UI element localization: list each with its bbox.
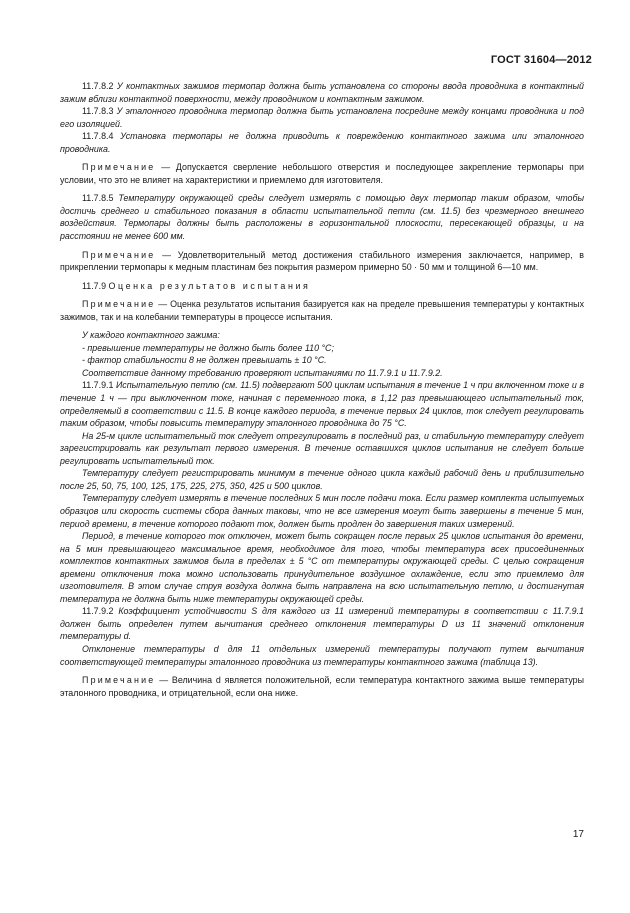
clause-paragraph [60, 643, 584, 668]
clause-text: Установка термопары не должна приводить к повреждению контактного зажима или эталонного проводника. [60, 131, 584, 154]
clause-paragraph [60, 367, 584, 380]
clause-paragraph [60, 605, 584, 643]
note-paragraph [60, 674, 584, 699]
section-number: 11.7.9 [82, 280, 107, 291]
clause-text: - фактор стабильности 8 не должен превышать ± 10 °С. [82, 355, 327, 366]
clause-text: Температуру следует регистрировать минимум в течение одного цикла каждый рабочий день и приблизительно после 25, 50, 75, 100, 125, 175, 225, 275, 350, 425 и 500 циклов. [60, 468, 584, 491]
clause-number: 11.7.8.5 [82, 193, 114, 204]
clause-text: Температуру окружающей среды следует измерять с помощью двух термопар таким образом, чтобы достичь среднего и стабильного показания в области испытательной петли (см. 11.5) без чрезмерного внешнего воздействия. Термопары должны быть расположены в горизонтальной плоскости, пересекающей образцы, и на расстоянии не менее 600 мм. [60, 193, 584, 242]
note-label: Примечание [82, 675, 156, 686]
clause-number: 11.7.9.1 [82, 380, 114, 391]
clause-paragraph [60, 379, 584, 429]
standard-designation: ГОСТ 31604—2012 [490, 54, 592, 66]
clause-paragraph [60, 530, 584, 605]
clause-paragraph [60, 105, 584, 130]
clause-text: У каждого контактного зажима: [82, 330, 220, 341]
clause-paragraph [60, 192, 584, 242]
clause-paragraph [60, 329, 584, 342]
document-body [60, 80, 584, 699]
note-label: Примечание [82, 299, 156, 310]
clause-paragraph [60, 130, 584, 155]
section-heading [60, 280, 584, 293]
note-text: — Удовлетворительный метод достижения стабильного измерения заключается, например, в прикреплении термопары к медным пластинам без покрытия размером примерно 50 · 50 мм и толщиной 6—10 мм. [60, 249, 585, 273]
clause-text: У контактных зажимов термопар должна быть установлена со стороны ввода проводника в контактный зажим вблизи контактной поверхности, между проводником и контактным зажимом. [60, 81, 584, 104]
clause-text: Период, в течение которого ток отключен, может быть сокращен после первых 25 циклов испытания до времени, на 5 мин превышающего максимальное время, необходимое для того, чтобы температура всех присоединенных комплектов контактных зажимов была в пределах ± 5 °С от температуры окружающей среды. С целью сокращения времени отключения тока можно использовать принудительное воздушное охлаждение, если это приемлемо для изготовителя. В этом случае струя воздуха должна быть направлена на всю испытательную петлю, и достигнутая температура не должна быть ниже температуры окружающей среды. [60, 531, 584, 604]
page-number: 17 [572, 829, 584, 840]
note-label: Примечание [82, 162, 156, 173]
clause-text: У эталонного проводника термопар должна быть установлена посредине между концами проводника и под его изоляцией. [60, 106, 584, 129]
note-paragraph [60, 249, 584, 274]
clause-text: Отклонение температуры d для 11 отдельных измерений температуры получают путем вычитания соответствующей температуры эталонного проводника из температуры контактного зажима (таблица 13). [60, 643, 584, 667]
clause-paragraph [60, 492, 584, 530]
clause-number: 11.7.8.2 [82, 81, 114, 91]
clause-paragraph [60, 430, 584, 468]
note-paragraph [60, 161, 584, 186]
clause-paragraph [60, 467, 584, 492]
clause-text: - превышение температуры не должно быть более 110 °С; [82, 342, 334, 353]
clause-text: Соответствие данному требованию проверяют испытаниями по 11.7.9.1 и 11.7.9.2. [82, 367, 443, 378]
note-text: — Допускается сверление небольшого отверстия и последующее закрепление термопары при условии, что это не влияет на характеристики и приемлемо для изготовителя. [60, 162, 584, 185]
clause-paragraph [60, 354, 584, 367]
clause-paragraph [60, 342, 584, 355]
clause-number: 11.7.9.2 [82, 606, 114, 617]
clause-text: Коэффициент устойчивости S для каждого из 11 измерений температуры в соответствии с 11.7.9.1 должен быть определен путем вычитания среднего отклонения температуры D из 11 значений отклонения температуры d. [60, 606, 584, 642]
clause-text: На 25-м цикле испытательный ток следует отрегулировать в последний раз, и стабильную температуру следует зарегистрировать как результат первого измерения. В течение оставшихся циклов испытания не следует больше регулировать испытательный ток. [60, 430, 584, 466]
clause-number: 11.7.8.4 [82, 131, 114, 142]
clause-number: 11.7.8.3 [82, 106, 114, 117]
note-label: Примечание [82, 249, 156, 260]
section-title: Оценка результатов испытания [108, 280, 311, 291]
note-text: — Величина d является положительной, если температура контактного зажима выше температуры эталонного проводника, и отрицательной, если она ниже. [60, 675, 584, 698]
note-text: — Оценка результатов испытания базируется как на пределе превышения температуры у контактных зажимов, так и на колебании температуры в процессе испытания. [60, 299, 585, 322]
clause-text: Испытательную петлю (см. 11.5) подвергают 500 циклам испытания в течение 1 ч при включенном токе и в течение 1 ч — при выключенном токе, начиная с переменного тока, в 1,12 раз превышающего испытательный ток, определяемый в соответствии с 11.5. В конце каждого периода, в течение первых 24 циклов, ток следует регулировать таким образом, чтобы повысить температуру эталонного проводника до 75 °С. [60, 380, 584, 429]
clause-text: Температуру следует измерять в течение последних 5 мин после подачи тока. Если размер комплекта испытуемых образцов или скорость системы сбора данных таковы, что не все измерения могут быть завершены в течение 5 мин, период времени, в течение которого подают ток, должен быть продлен до завершения таких измерений. [60, 493, 584, 529]
note-paragraph [60, 298, 584, 323]
clause-paragraph [60, 80, 584, 105]
